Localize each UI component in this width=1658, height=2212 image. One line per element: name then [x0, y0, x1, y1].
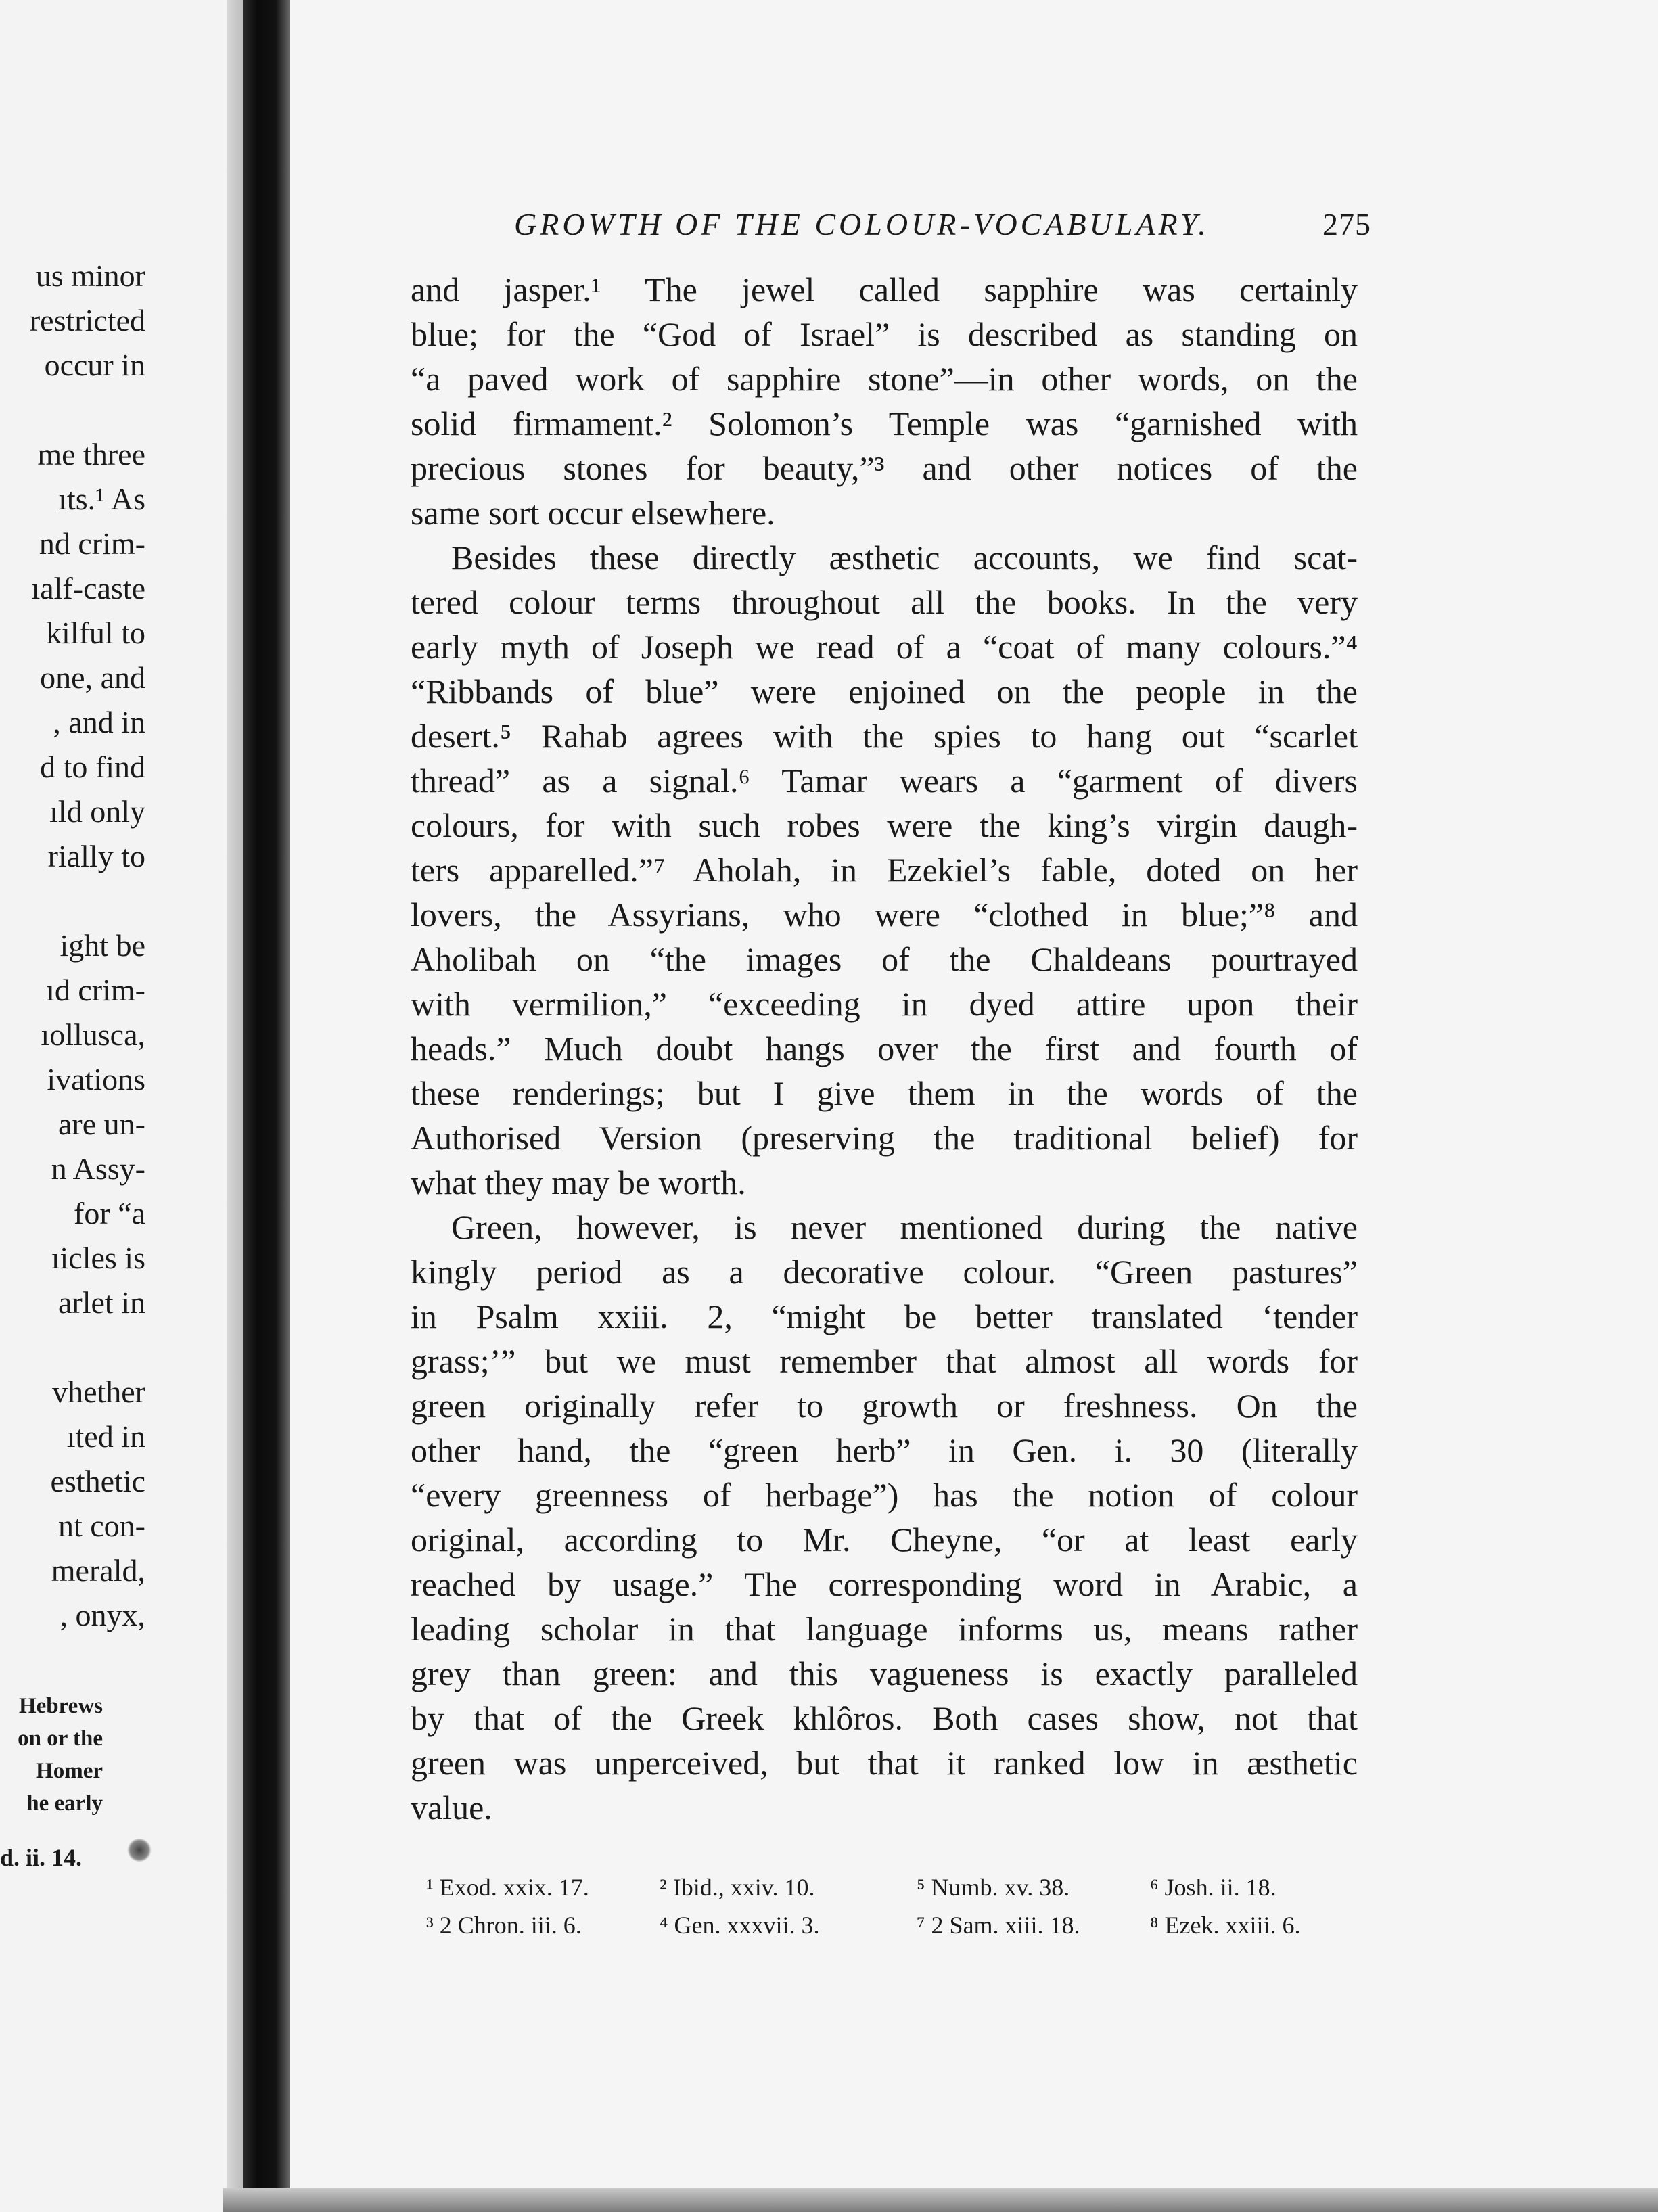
- left-page-line: ıollusca,: [41, 1017, 145, 1052]
- left-page-note-line: Hebrews: [18, 1694, 103, 1718]
- left-page-line: ıts.¹ As: [58, 482, 145, 516]
- footnote: ¹ Exod. xxix. 17.: [426, 1874, 589, 1901]
- footnotes: [426, 1868, 1346, 1944]
- text-line: and jasper.¹ The jewel called sapphire was certainly: [411, 271, 1358, 308]
- left-page-line: ıd crim-: [46, 973, 145, 1007]
- text-line: these renderings; but I give them in the words of the: [411, 1074, 1358, 1112]
- text-line: lovers, the Assyrians, who were “clothed in blue;”⁸ and: [411, 896, 1358, 934]
- footnote: ⁸ Ezek. xxiii. 6.: [1150, 1912, 1301, 1939]
- footnote: ² Ibid., xxiv. 10.: [660, 1874, 815, 1901]
- binding-gutter: [243, 0, 290, 2212]
- left-page-line: vhether: [52, 1375, 145, 1409]
- left-page-note-line: he early: [26, 1791, 103, 1816]
- left-page-line: arlet in: [58, 1285, 145, 1320]
- left-page-last-note: d. ii. 14.: [0, 1844, 83, 1871]
- text-line: heads.” Much doubt hangs over the first and fourth of: [411, 1030, 1358, 1067]
- text-line: same sort occur elsewhere.: [411, 494, 775, 532]
- footnote-row: [426, 1868, 1346, 1906]
- footnote: ⁶ Josh. ii. 18.: [1150, 1874, 1276, 1901]
- text-line: green originally refer to growth or freshness. On the: [411, 1387, 1358, 1425]
- left-page-edge: [227, 0, 243, 2212]
- left-page-note-line: on or the: [18, 1726, 103, 1751]
- left-page-line: esthetic: [50, 1464, 145, 1498]
- text-line: Besides these directly æsthetic accounts, we find scat-: [451, 538, 1358, 576]
- footnote: ⁷ 2 Sam. xiii. 18.: [917, 1912, 1080, 1939]
- text-line: “a paved work of sapphire stone”—in other words, on the: [411, 360, 1358, 398]
- text-line: thread” as a signal.⁶ Tamar wears a “garment of divers: [411, 762, 1358, 800]
- paragraph: [411, 267, 1358, 535]
- text-line: other hand, the “green herb” in Gen. i. 30 (literally: [411, 1431, 1358, 1469]
- text-line: in Psalm xxiii. 2, “might be better translated ‘tender: [411, 1297, 1358, 1335]
- left-page-line: occur in: [44, 348, 145, 382]
- text-line: desert.⁵ Rahab agrees with the spies to hang out “scarlet: [411, 717, 1358, 755]
- text-line: green was unperceived, but that it ranked low in æsthetic: [411, 1744, 1358, 1782]
- text-line: blue; for the “God of Israel” is described as standing on: [411, 315, 1358, 353]
- left-page-line: restricted: [29, 303, 145, 338]
- text-line: reached by usage.” The corresponding word in Arabic, a: [411, 1565, 1358, 1603]
- paragraph: [411, 1205, 1358, 1830]
- running-title: GROWTH OF THE COLOUR-VOCABULARY.: [514, 207, 1210, 241]
- left-page-line: , onyx,: [60, 1598, 145, 1632]
- footnote-row: [426, 1906, 1346, 1944]
- left-page-line: ight be: [60, 928, 145, 963]
- left-page-line: nd crim-: [39, 526, 145, 561]
- left-page-line: ivations: [47, 1062, 145, 1097]
- text-line: precious stones for beauty,”³ and other notices of the: [411, 449, 1358, 487]
- left-page-line: merald,: [51, 1553, 145, 1588]
- left-page-line: kilful to: [46, 616, 145, 650]
- body-text: [411, 267, 1358, 1830]
- text-line: with vermilion,” “exceeding in dyed attire upon their: [411, 985, 1358, 1023]
- left-page-gap: [30, 1325, 145, 1370]
- ink-smudge: [127, 1839, 152, 1862]
- text-line: early myth of Joseph we read of a “coat of many colours.”⁴: [411, 628, 1358, 666]
- left-page-line: are un-: [58, 1107, 145, 1141]
- left-page-line: ıld only: [49, 794, 145, 829]
- text-line: tered colour terms throughout all the books. In the very: [411, 583, 1358, 621]
- left-page-line: nt con-: [57, 1508, 145, 1543]
- left-page-line: us minor: [35, 258, 145, 293]
- text-line: Aholibah on “the images of the Chaldeans pourtrayed: [411, 940, 1358, 978]
- running-header: [514, 206, 1371, 242]
- text-line: original, according to Mr. Cheyne, “or at least early: [411, 1521, 1358, 1559]
- left-page-gap: [30, 879, 145, 923]
- text-line: ters apparelled.”⁷ Aholah, in Ezekiel’s fable, doted on her: [411, 851, 1358, 889]
- footnote: ⁴ Gen. xxxvii. 3.: [660, 1912, 820, 1939]
- footnote: ⁵ Numb. xv. 38.: [917, 1874, 1070, 1901]
- text-line: leading scholar in that language informs us, means rather: [411, 1610, 1358, 1648]
- paragraph: [411, 535, 1358, 1205]
- left-page-gap: [30, 388, 145, 432]
- left-page-line: ıicles is: [51, 1241, 145, 1275]
- left-page-line: , and in: [53, 705, 145, 739]
- text-line: Green, however, is never mentioned during the native: [451, 1208, 1358, 1246]
- left-page-line: n Assy-: [51, 1151, 145, 1186]
- left-page-line: for “a: [74, 1196, 145, 1230]
- text-line: by that of the Greek khlôros. Both cases show, not that: [411, 1699, 1358, 1737]
- left-page-line: ıalf-caste: [31, 571, 145, 605]
- text-line: kingly period as a decorative colour. “Green pastures”: [411, 1253, 1358, 1291]
- left-page-line: d to find: [40, 750, 145, 784]
- text-line: colours, for with such robes were the king’s virgin daugh-: [411, 806, 1358, 844]
- left-page-footnotes: [18, 1690, 103, 1820]
- footnote: ³ 2 Chron. iii. 6.: [426, 1912, 582, 1939]
- left-facing-page: [0, 0, 227, 2212]
- left-page-note-line: Homer: [36, 1759, 103, 1783]
- text-line: “Ribbands of blue” were enjoined on the people in the: [411, 672, 1358, 710]
- page-bottom-edge: [223, 2188, 1658, 2212]
- left-page-line: ıted in: [66, 1419, 145, 1454]
- page-number: 275: [1322, 207, 1371, 241]
- text-line: Authorised Version (preserving the traditional belief) for: [411, 1119, 1358, 1157]
- left-page-line: me three: [37, 437, 145, 471]
- text-line: value.: [411, 1789, 492, 1826]
- text-line: “every greenness of herbage”) has the notion of colour: [411, 1476, 1358, 1514]
- left-page-line: one, and: [40, 660, 145, 695]
- text-line: grass;’” but we must remember that almost all words for: [411, 1342, 1358, 1380]
- text-line: what they may be worth.: [411, 1163, 746, 1201]
- left-page-line: rially to: [47, 839, 145, 873]
- left-page-text: [30, 254, 145, 1638]
- text-line: grey than green: and this vagueness is exactly paralleled: [411, 1655, 1358, 1692]
- text-line: solid firmament.² Solomon’s Temple was “garnished with: [411, 405, 1358, 442]
